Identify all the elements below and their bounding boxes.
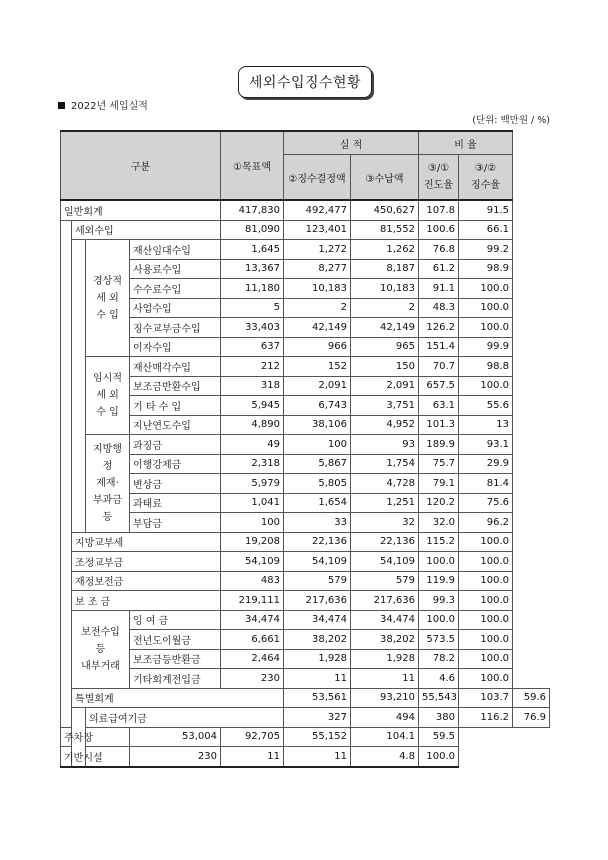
group-label-line: 세 외 [96,292,119,304]
cell-assessed: 11 [221,747,284,767]
group-label-line: 등 [95,643,106,655]
cell-collected: 1,251 [351,493,419,513]
group-label-line: 임시적 [93,373,122,384]
row-label: 보조금반환수입 [130,376,221,396]
cell-collection: 100.0 [419,747,459,767]
table-row [61,532,550,552]
revenue-table [60,130,550,768]
header-progress [419,155,459,201]
row-label: 보 조 금 [72,591,221,611]
cell-assessed: 38,106 [284,415,351,435]
cell-target: 13,367 [221,259,284,279]
cell-collected: 8,187 [351,259,419,279]
table-row [61,376,550,396]
table-row [61,220,550,240]
cell-collected: 579 [351,571,419,591]
cell-assessed: 8,277 [284,259,351,279]
cell-collection: 100.0 [459,376,513,396]
cell-collected: 42,149 [351,318,419,338]
cell-target: 11,180 [221,279,284,299]
cell-progress: 75.7 [419,454,459,474]
cell-target: 2,464 [221,649,284,669]
cell-target: 6,661 [221,630,284,650]
row-label: 재정보전금 [72,571,221,591]
table-row [61,240,550,260]
header-collected: ③수납액 [351,155,419,201]
row-label: 잉 여 금 [130,610,221,630]
cell-collection: 99.2 [459,240,513,260]
cell-assessed: 2 [284,298,351,318]
cell-target: 53,561 [284,688,351,708]
table-row [61,396,550,416]
table-row [61,649,550,669]
cell-assessed: 1,654 [284,493,351,513]
group-label-line: 경상적 [93,275,122,287]
cell-collection: 100.0 [459,669,513,689]
cell-progress: 76.8 [419,240,459,260]
cell-collected: 93 [351,435,419,455]
table-row [61,708,550,728]
cell-target: 5,979 [221,474,284,494]
cell-progress: 151.4 [419,337,459,357]
table-row [61,474,550,494]
cell-collected: 380 [419,708,459,728]
cell-assessed: 579 [284,571,351,591]
cell-progress: 107.8 [419,200,459,220]
cell-assessed: 92,705 [221,727,284,747]
header-ratio-group: 비 율 [419,131,513,155]
cell-assessed: 34,474 [284,610,351,630]
cell-collection: 100.0 [459,630,513,650]
cell-progress: 120.2 [419,493,459,513]
row-label: 의료급여기금 [86,708,284,728]
table-row [61,591,550,611]
cell-target: 54,109 [221,552,284,572]
cell-progress: 104.1 [351,727,419,747]
cell-target: 5,945 [221,396,284,416]
cell-collected: 38,202 [351,630,419,650]
cell-collection: 29.9 [459,454,513,474]
cell-target: 100 [221,513,284,533]
row-label: 부담금 [130,513,221,533]
cell-collected: 2,091 [351,376,419,396]
row-label: 과징금 [130,435,221,455]
group-label-line: 내부거래 [81,660,120,672]
cell-assessed: 54,109 [284,552,351,572]
group-label-penalty [86,435,130,533]
table-row [61,552,550,572]
cell-target: 327 [284,708,351,728]
cell-target: 4,890 [221,415,284,435]
cell-progress: 4.8 [351,747,419,767]
section-subtitle [58,97,148,112]
cell-assessed: 152 [284,357,351,377]
table-row [61,435,550,455]
cell-progress: 100.6 [419,220,459,240]
cell-progress: 119.9 [419,571,459,591]
cell-collection: 100.0 [459,279,513,299]
row-label: 특별회계 [72,688,284,708]
cell-assessed: 2,091 [284,376,351,396]
group-label-line: 보전수입 [81,626,120,638]
cell-progress: 78.2 [419,649,459,669]
cell-assessed: 33 [284,513,351,533]
cell-progress: 63.1 [419,396,459,416]
cell-target: 33,403 [221,318,284,338]
cell-progress: 103.7 [459,688,513,708]
cell-collection: 99.9 [459,337,513,357]
cell-assessed: 5,867 [284,454,351,474]
cell-target: 53,004 [130,727,221,747]
group-label-line: 지방행정 [93,443,122,472]
cell-progress: 70.7 [419,357,459,377]
cell-assessed: 217,636 [284,591,351,611]
cell-collected: 1,262 [351,240,419,260]
cell-collected: 81,552 [351,220,419,240]
unit-note: (단위: 백만원 / %) [472,115,550,126]
cell-assessed: 492,477 [284,200,351,220]
square-bullet-icon [58,102,65,109]
table-row [61,415,550,435]
cell-progress: 4.6 [419,669,459,689]
cell-progress: 100.0 [419,552,459,572]
cell-collection: 93.1 [459,435,513,455]
header-collection-bottom: 징수율 [471,180,500,191]
cell-collection: 98.9 [459,259,513,279]
cell-collection: 100.0 [459,591,513,611]
row-label: 기타회계전입금 [130,669,221,689]
cell-progress: 126.2 [419,318,459,338]
cell-progress: 32.0 [419,513,459,533]
row-label: 세외수입 [72,220,221,240]
header-collection [459,155,513,201]
cell-collected: 1,928 [351,649,419,669]
cell-collection: 59.6 [513,688,550,708]
cell-collection: 100.0 [459,610,513,630]
row-label: 사용료수입 [130,259,221,279]
group-label-line: 세 외 [96,390,119,401]
row-label: 재산매각수입 [130,357,221,377]
header-actual-group: 실 적 [284,131,419,155]
table-row [61,279,550,299]
cell-progress: 573.5 [419,630,459,650]
cell-assessed: 22,136 [284,532,351,552]
cell-collected: 4,952 [351,415,419,435]
table-row [61,571,550,591]
cell-target: 5 [221,298,284,318]
cell-target: 2,318 [221,454,284,474]
row-label: 과태료 [130,493,221,513]
cell-progress: 61.2 [419,259,459,279]
cell-assessed: 494 [351,708,419,728]
group-label-line: 수 입 [96,309,119,321]
indent-spacer [72,240,86,533]
cell-collected: 450,627 [351,200,419,220]
cell-assessed: 1,272 [284,240,351,260]
cell-collected: 2 [351,298,419,318]
cell-progress: 100.0 [419,610,459,630]
cell-collected: 55,543 [419,688,459,708]
group-label-transfer [72,610,130,688]
cell-collected: 22,136 [351,532,419,552]
cell-target: 1,041 [221,493,284,513]
cell-collected: 217,636 [351,591,419,611]
cell-collected: 11 [351,669,419,689]
group-label-line: 제재· [96,477,119,489]
cell-collection: 13 [459,415,513,435]
cell-collection: 55.6 [459,396,513,416]
cell-collected: 54,109 [351,552,419,572]
row-label: 사업수입 [130,298,221,318]
table-row [61,513,550,533]
table-row [61,669,550,689]
cell-collected: 34,474 [351,610,419,630]
table-row [61,688,550,708]
row-label: 이자수입 [130,337,221,357]
table-row [61,318,550,338]
row-label: 전년도이월금 [130,630,221,650]
cell-collection: 81.4 [459,474,513,494]
cell-collected: 965 [351,337,419,357]
cell-collected: 55,152 [284,727,351,747]
group-label-regular [86,240,130,357]
cell-target: 81,090 [221,220,284,240]
header-progress-bottom: 진도율 [424,180,453,191]
header-gubun: 구분 [61,131,221,200]
header-target: ①목표액 [221,131,284,200]
cell-collection: 98.8 [459,357,513,377]
header-progress-top: ③/① [427,163,450,174]
cell-collected: 3,751 [351,396,419,416]
cell-collection: 59.5 [419,727,459,747]
row-label: 보조금등반환금 [130,649,221,669]
cell-collected: 32 [351,513,419,533]
table-row [61,337,550,357]
header-collection-top: ③/② [474,163,497,174]
cell-target: 49 [221,435,284,455]
cell-collected: 4,728 [351,474,419,494]
cell-target: 19,208 [221,532,284,552]
row-label: 지난연도수입 [130,415,221,435]
table-row [61,747,550,767]
cell-target: 219,111 [221,591,284,611]
cell-target: 417,830 [221,200,284,220]
cell-target: 230 [221,669,284,689]
row-label: 일반회계 [61,200,221,220]
cell-collection: 100.0 [459,318,513,338]
table-row [61,727,550,747]
page-title: 세외수입징수현황 [238,66,372,98]
cell-collected: 10,183 [351,279,419,299]
cell-target: 637 [221,337,284,357]
row-label: 징수교부금수입 [130,318,221,338]
cell-assessed: 11 [284,669,351,689]
cell-assessed: 100 [284,435,351,455]
row-label: 지방교부세 [72,532,221,552]
table-row [61,259,550,279]
subtitle-text: 2022년 세입실적 [71,101,148,112]
cell-target: 34,474 [221,610,284,630]
cell-target: 230 [130,747,221,767]
cell-collection: 100.0 [459,571,513,591]
cell-collected: 150 [351,357,419,377]
indent-spacer [61,220,72,727]
header-assessed: ②징수결정액 [284,155,351,201]
cell-collection: 96.2 [459,513,513,533]
cell-collection: 66.1 [459,220,513,240]
row-label: 이행강제금 [130,454,221,474]
cell-collection: 91.5 [459,200,513,220]
cell-progress: 189.9 [419,435,459,455]
cell-progress: 116.2 [459,708,513,728]
table-row [61,630,550,650]
cell-collection: 76.9 [513,708,550,728]
table-row [61,298,550,318]
cell-collected: 11 [284,747,351,767]
cell-collection: 100.0 [459,649,513,669]
cell-target: 318 [221,376,284,396]
cell-progress: 101.3 [419,415,459,435]
cell-progress: 115.2 [419,532,459,552]
cell-target: 1,645 [221,240,284,260]
table-row [61,357,550,377]
cell-progress: 657.5 [419,376,459,396]
cell-progress: 48.3 [419,298,459,318]
group-label-temporary [86,357,130,435]
cell-assessed: 38,202 [284,630,351,650]
table-row [61,493,550,513]
cell-assessed: 93,210 [351,688,419,708]
cell-collection: 100.0 [459,532,513,552]
table-row [61,610,550,630]
cell-assessed: 10,183 [284,279,351,299]
row-label: 기 타 수 입 [130,396,221,416]
cell-assessed: 966 [284,337,351,357]
row-label: 변상금 [130,474,221,494]
table-row [61,454,550,474]
cell-assessed: 1,928 [284,649,351,669]
cell-assessed: 6,743 [284,396,351,416]
cell-collected: 1,754 [351,454,419,474]
cell-progress: 99.3 [419,591,459,611]
cell-collection: 100.0 [459,552,513,572]
cell-target: 212 [221,357,284,377]
cell-progress: 79.1 [419,474,459,494]
table-row [61,200,550,220]
row-label: 조정교부금 [72,552,221,572]
cell-collection: 100.0 [459,298,513,318]
row-label: 주차장 [61,727,130,747]
group-label-line: 부과금등 [93,494,122,523]
group-label-line: 수 입 [96,407,119,418]
row-label: 수수료수입 [130,279,221,299]
cell-progress: 91.1 [419,279,459,299]
row-label: 기반시설 [61,747,130,767]
cell-assessed: 42,149 [284,318,351,338]
cell-target: 483 [221,571,284,591]
cell-collection: 75.6 [459,493,513,513]
cell-assessed: 123,401 [284,220,351,240]
row-label: 재산임대수입 [130,240,221,260]
cell-assessed: 5,805 [284,474,351,494]
